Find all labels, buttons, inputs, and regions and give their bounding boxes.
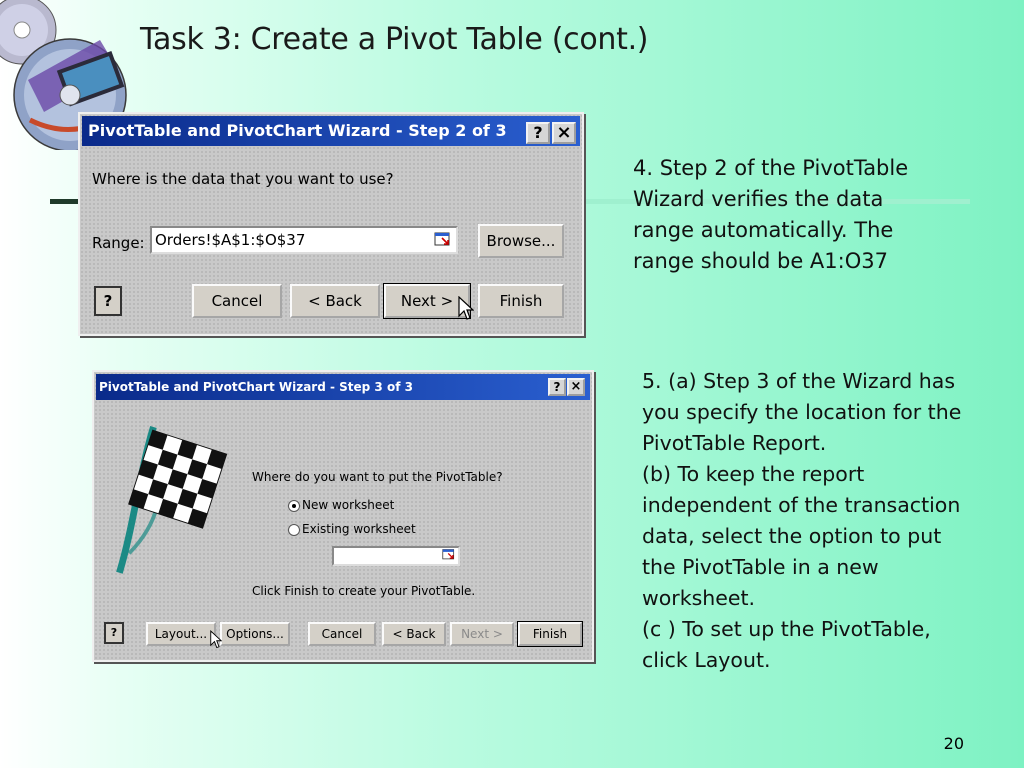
- next-button[interactable]: Next >: [384, 284, 470, 318]
- page-number: 20: [943, 734, 964, 753]
- mouse-pointer-icon: [210, 630, 222, 650]
- wizard-step3-dialog: [92, 370, 594, 662]
- range-input[interactable]: Orders!$A$1:$O$37: [150, 226, 458, 254]
- finish-button[interactable]: Finish: [478, 284, 564, 318]
- checkered-flag-icon: [100, 406, 236, 584]
- note-line: the PivotTable in a new: [642, 555, 879, 579]
- help-button[interactable]: [94, 286, 122, 316]
- question-icon: ?: [110, 626, 118, 639]
- step4-note: [633, 153, 908, 277]
- dialog-title: PivotTable and PivotChart Wizard - Step 3 of 3: [99, 380, 413, 394]
- location-question: Where do you want to put the PivotTable?: [252, 470, 503, 484]
- help-button[interactable]: [104, 622, 124, 644]
- note-line: range automatically. The: [633, 218, 894, 242]
- note-line: independent of the transaction: [642, 493, 961, 517]
- help-title-button[interactable]: ?: [526, 122, 550, 144]
- back-button[interactable]: < Back: [382, 622, 446, 646]
- collapse-dialog-icon[interactable]: [434, 232, 452, 248]
- collapse-dialog-icon[interactable]: [442, 548, 456, 562]
- back-button[interactable]: < Back: [290, 284, 380, 318]
- note-line: 5. (a) Step 3 of the Wizard has: [642, 369, 956, 393]
- mouse-pointer-icon: [458, 296, 474, 322]
- slide-title: Task 3: Create a Pivot Table (cont.): [140, 22, 649, 57]
- question-icon: ?: [103, 292, 113, 310]
- location-input[interactable]: [332, 546, 460, 566]
- note-line: click Layout.: [642, 648, 771, 672]
- options-button[interactable]: Options...: [220, 622, 290, 646]
- next-button[interactable]: Next >: [450, 622, 514, 646]
- note-line: (c ) To set up the PivotTable,: [642, 617, 931, 641]
- new-worksheet-label[interactable]: New worksheet: [302, 498, 395, 512]
- existing-worksheet-radio[interactable]: [288, 524, 300, 536]
- note-line: data, select the option to put: [642, 524, 942, 548]
- close-button[interactable]: ×: [567, 378, 585, 396]
- note-line: worksheet.: [642, 586, 756, 610]
- note-line: range should be A1:O37: [633, 249, 888, 273]
- step5-note: [642, 366, 961, 676]
- browse-button[interactable]: Browse...: [478, 224, 564, 258]
- note-line: Wizard verifies the data: [633, 187, 884, 211]
- data-location-question: Where is the data that you want to use?: [92, 170, 394, 188]
- dialog-title: PivotTable and PivotChart Wizard - Step 2 of 3: [88, 121, 507, 140]
- finish-button[interactable]: Finish: [518, 622, 582, 646]
- dialog-title-bar[interactable]: [96, 374, 590, 400]
- note-line: PivotTable Report.: [642, 431, 827, 455]
- existing-worksheet-label[interactable]: Existing worksheet: [302, 522, 416, 536]
- note-line: 4. Step 2 of the PivotTable: [633, 156, 909, 180]
- help-title-button[interactable]: ?: [548, 378, 566, 396]
- layout-button[interactable]: Layout...: [146, 622, 216, 646]
- note-line: you specify the location for the: [642, 400, 962, 424]
- new-worksheet-radio[interactable]: [288, 500, 300, 512]
- note-line: (b) To keep the report: [642, 462, 865, 486]
- range-label: Range:: [92, 234, 145, 252]
- wizard-step2-dialog: [78, 112, 584, 336]
- dialog-title-bar[interactable]: [82, 116, 580, 146]
- cancel-button[interactable]: Cancel: [308, 622, 376, 646]
- close-button[interactable]: ×: [552, 122, 576, 144]
- finish-hint: Click Finish to create your PivotTable.: [252, 584, 476, 598]
- cancel-button[interactable]: Cancel: [192, 284, 282, 318]
